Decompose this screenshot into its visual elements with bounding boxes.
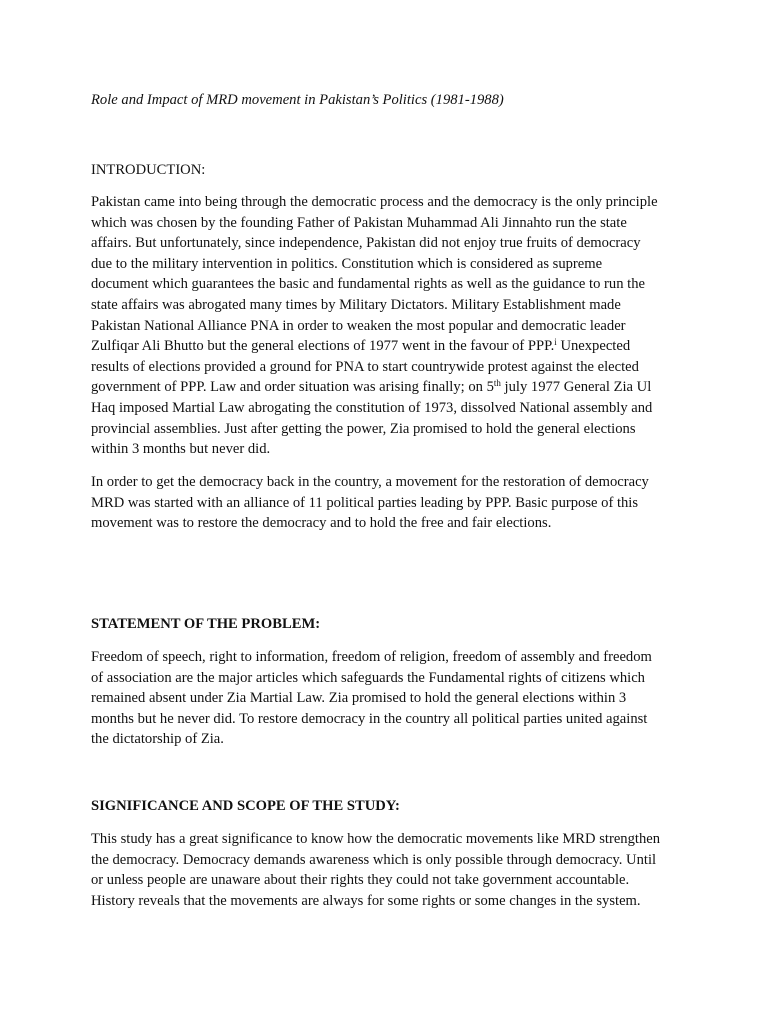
text-line: Haq imposed Martial Law abrogating the constitution of 1973, dissolved National assembly and (91, 399, 653, 416)
text-line: which was chosen by the founding Father of Pakistan Muhammad Ali Jinnahto run the state (91, 214, 627, 231)
text-line: movement was to restore the democracy and to hold the free and fair elections. (91, 515, 552, 532)
text-line: or unless people are unaware about their rights they could not take government accountable. (91, 872, 630, 889)
significance-scope-paragraph (91, 829, 691, 911)
introduction-paragraph-2 (91, 472, 691, 534)
text-line: History reveals that the movements are always for some rights or some changes in the system. (91, 892, 641, 909)
significance-scope-heading: SIGNIFICANCE AND SCOPE OF THE STUDY: (91, 798, 400, 814)
ordinal-superscript: th (493, 378, 501, 389)
text-line: remained absent under Zia Martial Law. Zia promised to hold the general elections within 3 (91, 690, 627, 707)
text-line: affairs. But unfortunately, since independence, Pakistan did not enjoy true fruits of democracy (91, 235, 641, 252)
text-line: the democracy. Democracy demands awareness which is only possible through democracy. Until (91, 851, 657, 868)
text-segment: Unexpected (556, 338, 631, 355)
text-line: Freedom of speech, right to information, freedom of religion, freedom of assembly and freedom (91, 649, 652, 665)
text-line: This study has a great significance to know how the democratic movements like MRD strengthen (91, 831, 661, 847)
text-line: MRD was started with an alliance of 11 political parties leading by PPP. Basic purpose of this (91, 494, 639, 511)
footnote-marker: i (554, 337, 557, 348)
text-segment: government of PPP. Law and order situation was arising finally; on 5 (91, 379, 494, 396)
problem-statement-paragraph (91, 647, 691, 750)
introduction-paragraph-1 (91, 192, 691, 460)
text-segment: Zulfiqar Ali Bhutto but the general elections of 1977 went in the favour of PPP. (91, 338, 555, 355)
text-line: of association are the major articles which safeguards the Fundamental rights of citizens which (91, 669, 645, 686)
text-line-with-footnote (91, 336, 691, 357)
text-line: Pakistan came into being through the democratic process and the democracy is the only principle (91, 194, 658, 210)
text-line: months but he never did. To restore democracy in the country all political parties united against (91, 710, 648, 727)
text-line: within 3 months but never did. (91, 441, 271, 458)
text-line: In order to get the democracy back in the country, a movement for the restoration of democracy (91, 474, 649, 490)
text-segment: july 1977 General Zia Ul (500, 379, 652, 396)
text-line: results of elections provided a ground for PNA to start countrywide protest against the elected (91, 358, 639, 375)
text-line: Pakistan National Alliance PNA in order to weaken the most popular and democratic leader (91, 317, 626, 334)
text-line: the dictatorship of Zia. (91, 731, 224, 748)
document-title: Role and Impact of MRD movement in Pakistan’s Politics (1981-1988) (91, 92, 504, 108)
text-line: document which guarantees the basic and fundamental rights as well as the guidance to run the (91, 276, 645, 293)
text-line: provincial assemblies. Just after getting the power, Zia promised to hold the general elections (91, 420, 636, 437)
introduction-heading: INTRODUCTION: (91, 162, 206, 178)
text-line-with-superscript (91, 377, 691, 398)
text-line: due to the military intervention in politics. Constitution which is considered as supreme (91, 255, 603, 272)
problem-statement-heading: STATEMENT OF THE PROBLEM: (91, 616, 321, 632)
text-line: state affairs was abrogated many times by Military Dictators. Military Establishment made (91, 296, 621, 313)
